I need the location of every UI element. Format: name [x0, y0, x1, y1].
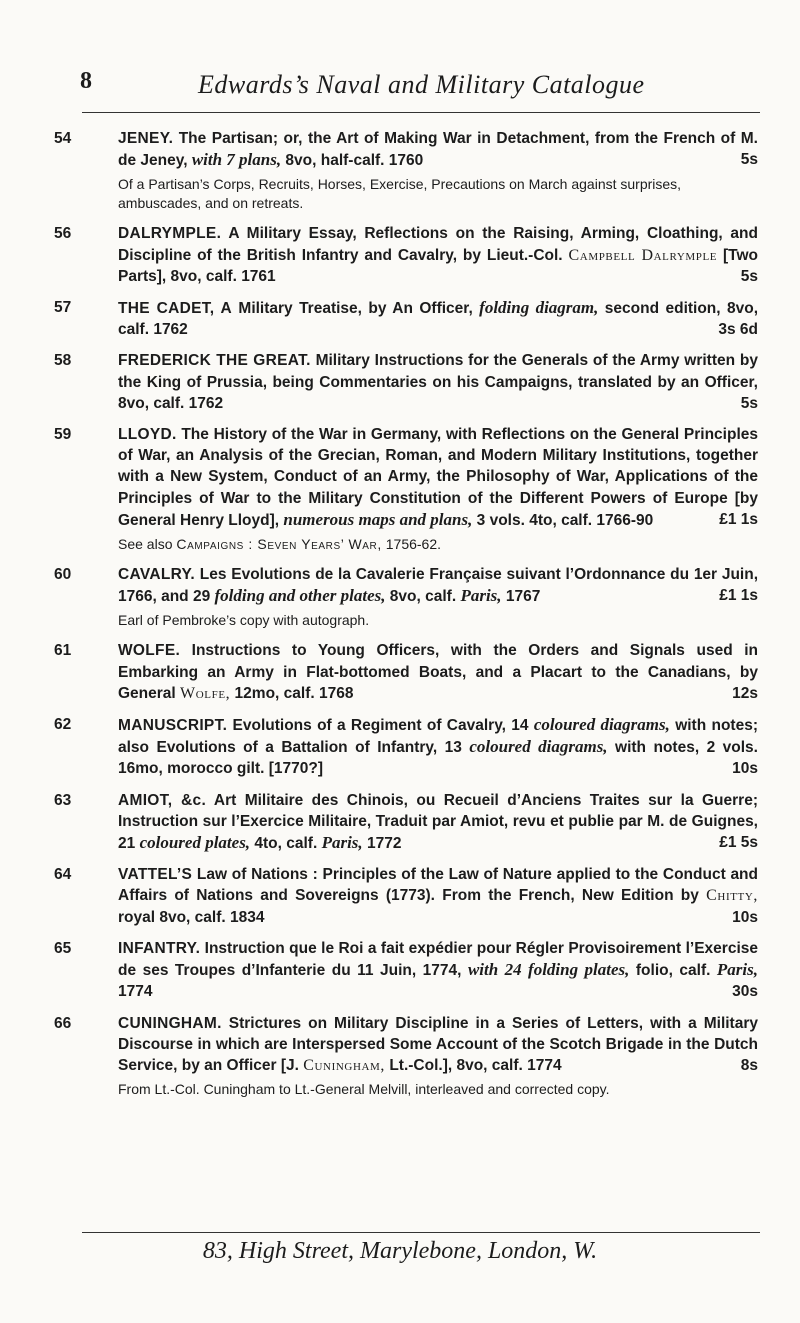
- entry-price: 10s: [732, 908, 758, 926]
- entry-number: 61: [54, 642, 72, 660]
- entry-price: 3s 6d: [718, 321, 758, 339]
- entry-number: 58: [54, 352, 72, 370]
- entry-heading: CAVALRY.: [118, 566, 196, 584]
- running-title: Edwards’s Naval and Military Catalogue: [198, 70, 645, 99]
- page-number: 8: [80, 68, 92, 94]
- entry-price: 8s: [740, 1056, 758, 1074]
- entry-description: [54, 864, 758, 928]
- entry-description: [54, 564, 758, 607]
- entry-price: £1 1s: [719, 510, 758, 528]
- catalogue-entry: [54, 714, 758, 780]
- entry-heading: THE CADET, A: [118, 300, 232, 318]
- entry-italic-text: Paris,: [460, 586, 502, 606]
- entry-text: 1756-62.: [381, 536, 442, 553]
- entry-number: 59: [54, 426, 72, 444]
- entry-heading: LLOYD.: [118, 426, 177, 444]
- entry-text: 4to, calf.: [250, 835, 322, 853]
- footer-rule: [82, 1232, 760, 1233]
- entry-italic-text: folding diagram,: [479, 298, 599, 318]
- catalogue-entry: [54, 564, 758, 630]
- catalogue-entry: [54, 1013, 758, 1100]
- catalogue-entry: [54, 938, 758, 1003]
- entry-text: Law of Nations : Principles of the Law of Nature applied to the Conduct and Affairs of Nations and Sovereigns (1773). From the French, New Edition by: [118, 866, 758, 905]
- entry-price: 10s: [732, 760, 758, 778]
- catalogue-entry: [54, 223, 758, 287]
- entry-heading: CUNINGHAM.: [118, 1014, 222, 1032]
- entry-text: 1767: [501, 588, 541, 606]
- entry-number: 64: [54, 866, 72, 884]
- entry-smallcaps-text: Cuningham,: [303, 1056, 386, 1074]
- entry-text: The History of the War in Germany, with Reflections on the General Principles of War, an Analysis of the Grecian, Roman, and Modern Military Institutions, together with a New System, Conduct of an Army, the Philosophy of War, Applications of the Principles of War to the Military Constitution of the Different Powers of Europe [by General Henry Lloyd],: [118, 426, 758, 529]
- entry-heading: JENEY.: [118, 130, 174, 147]
- entry-price: 5s: [740, 394, 758, 412]
- entry-text: See also: [118, 536, 177, 553]
- entry-smallcaps-text: Campbell Dalrymple: [568, 246, 718, 264]
- entry-smallcaps-text: Wolfe,: [180, 684, 231, 702]
- catalogue-entry: [54, 128, 758, 213]
- entry-description: [54, 714, 758, 780]
- entry-description: [54, 223, 758, 287]
- entry-number: 65: [54, 939, 72, 957]
- entry-heading: DALRYMPLE.: [118, 225, 222, 243]
- entry-price: 5s: [740, 267, 758, 285]
- entry-text: Les Evolutions de la Cavalerie Française suivant l’Ordonnance du 1er Juin, 1766, and 29: [118, 566, 758, 606]
- entry-text: [Two Parts], 8vo, calf. 1761: [118, 246, 758, 285]
- entry-note: From Lt.-Col. Cuningham to Lt.-General Melvill, interleaved and corrected copy.: [118, 1081, 610, 1098]
- catalogue-entry: [54, 640, 758, 704]
- entry-price: £1 1s: [719, 587, 758, 605]
- entry-italic-text: coloured diagrams,: [469, 737, 608, 757]
- entry-number: 56: [54, 225, 72, 243]
- entry-text: 1774: [118, 983, 153, 1001]
- entry-text: A Military Essay, Reflections on the Raising, Arming, Cloathing, and Discipline of the British Infantry and Cavalry, by Lieut.-Col.: [118, 225, 758, 264]
- entry-description: [54, 424, 758, 531]
- entry-heading: WOLFE.: [118, 642, 181, 660]
- entry-description: [54, 640, 758, 704]
- entry-text: with notes, 2 vols. 16mo, morocco gilt. [1770?]: [118, 739, 758, 778]
- entry-number: 54: [54, 130, 72, 147]
- entry-smallcaps-text: Campaigns : Seven Years’ War,: [176, 536, 382, 553]
- entry-italic-text: Paris,: [716, 960, 758, 980]
- entry-text: 12mo, calf. 1768: [230, 684, 354, 702]
- entry-text: folio, calf.: [629, 962, 717, 980]
- entry-text: second edition, 8vo, calf. 1762: [118, 300, 759, 339]
- entry-number: 63: [54, 791, 72, 809]
- entry-number: 60: [54, 566, 72, 584]
- entry-italic-text: with 24 folding plates,: [467, 960, 630, 980]
- entry-note: Of a Partisan’s Corps, Recruits, Horses, Exercise, Precautions on March against surprises, ambuscades, and on retreats.: [118, 176, 682, 212]
- entry-number: 62: [54, 716, 72, 734]
- entry-note: [86, 535, 758, 554]
- entry-heading: AMIOT, &c.: [118, 791, 207, 809]
- entry-text: Strictures on Military Discipline in a Series of Letters, with a Military Discourse in which are Interspersed Some Account of the Scotch Brigade in the Dutch Service, by an Officer [J.: [118, 1014, 758, 1074]
- entry-italic-text: coloured diagrams,: [533, 715, 670, 735]
- entry-text: royal 8vo, calf. 1834: [118, 908, 265, 926]
- entry-italic-text: coloured plates,: [139, 833, 251, 853]
- entry-text: Art Militaire des Chinois, ou Recueil d’Anciens Traites sur la Guerre; Instruction sur l’Exercice Militaire, Traduit par Amiot, revu et publie par M. de Guignes, 21: [118, 791, 758, 853]
- catalogue-entries: [54, 128, 759, 1109]
- entry-italic-text: numerous maps and plans,: [283, 509, 473, 529]
- entry-number: 57: [54, 299, 72, 317]
- entry-text: 8vo, half-calf. 1760: [281, 152, 424, 170]
- entry-description: [54, 128, 758, 171]
- entry-text: Evolutions of a Regiment of Cavalry, 14: [227, 717, 534, 735]
- entry-price: £1 5s: [719, 834, 758, 852]
- entry-price: 30s: [732, 983, 758, 1001]
- entry-text: Instructions to Young Officers, with the Orders and Signals used in Embarking an Army in Flat-bottomed Boats, and a Placart to the Canadians, by General: [118, 642, 758, 702]
- catalogue-entry: [54, 864, 758, 928]
- entry-italic-text: Paris,: [321, 833, 363, 853]
- entry-description: [54, 938, 758, 1003]
- entry-text: Instruction que le Roi a fait expédier pour Régler Provisoirement l’Exercise de ses Troupes d’Infanterie du 11 Juin, 1774,: [118, 939, 758, 980]
- entry-heading: VATTEL’S: [118, 866, 193, 884]
- entry-heading: FREDERICK THE GREAT.: [118, 352, 311, 370]
- entry-text: 8vo, calf.: [385, 588, 461, 606]
- entry-text: with notes; also Evolutions of a Battalion of Infantry, 13: [118, 717, 758, 757]
- entry-heading: MANUSCRIPT.: [118, 717, 228, 735]
- entry-description: [54, 297, 759, 340]
- entry-text: Military Treatise, by An Officer,: [232, 300, 480, 318]
- entry-price: 5s: [740, 151, 758, 169]
- entry-price: 12s: [732, 684, 758, 702]
- entry-text: Military Instructions for the Generals of the Army written by the King of Prussia, being Commentaries on his Campaigns, translated by an Officer, 8vo, calf. 1762: [118, 352, 758, 412]
- entry-note: Earl of Pembroke’s copy with autograph.: [118, 612, 370, 629]
- header-rule: [82, 112, 760, 113]
- entry-italic-text: folding and other plates,: [214, 586, 386, 606]
- entry-number: 66: [54, 1014, 72, 1032]
- catalogue-entry: [54, 424, 758, 554]
- entry-description: [54, 350, 758, 414]
- entry-heading: INFANTRY.: [118, 939, 201, 957]
- catalogue-entry: [54, 350, 758, 414]
- entry-text: 1772: [362, 835, 402, 853]
- footer-address: 83, High Street, Marylebone, London, W.: [202, 1238, 598, 1264]
- entry-text: The Partisan; or, the Art of Making War in Detachment, from the French of M. de Jeney,: [118, 130, 758, 170]
- entry-description: [54, 790, 758, 855]
- entry-description: [54, 1013, 758, 1077]
- entry-italic-text: with 7 plans,: [191, 150, 282, 170]
- entry-text: Lt.-Col.], 8vo, calf. 1774: [385, 1056, 562, 1074]
- catalogue-entry: [54, 790, 758, 855]
- entry-text: 3 vols. 4to, calf. 1766-90: [472, 511, 654, 529]
- catalogue-entry: [54, 297, 759, 340]
- entry-smallcaps-text: Chitty,: [706, 887, 758, 905]
